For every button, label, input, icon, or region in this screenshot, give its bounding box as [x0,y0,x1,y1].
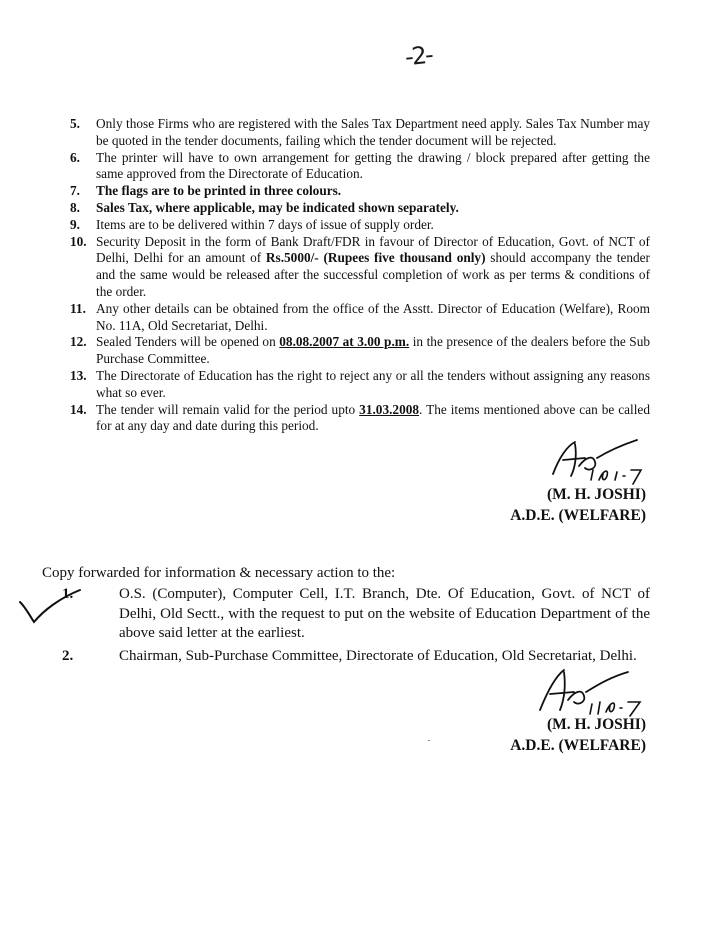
signature-block [510,484,646,526]
handwritten-signature [545,436,655,488]
term-text [96,234,650,301]
term-text: Only those Firms who are registered with the Sales Tax Department need apply. Sales Tax Number may be quoted in the tender documents, failing which the tender document will be rejected. [96,116,650,148]
term-text [96,402,650,436]
term-text-part: . The items mentioned above can be called for at any day and date during this period. [96,401,650,434]
term-text: The printer will have to own arrangement for getting the drawing / block prepared after getting the same approved from the Directorate of Education. [96,149,650,182]
opening-date: 08.08.2007 at 3.00 p.m. [279,334,410,350]
term-text-part: Security Deposit in the form of Bank Draft/FDR in favour of Director of Education, Govt. of NCT of Delhi, Delhi for an amount of [96,233,650,266]
term-item [70,402,650,436]
copy-item [62,585,650,644]
term-text-part: in the presence of the dealers before the Sub Purchase Committee. [96,334,650,367]
copy-item-text: Chairman, Sub-Purchase Committee, Directorate of Education, Old Secretariat, Delhi. [119,647,637,664]
term-item [70,301,650,335]
term-item [70,368,650,402]
term-text-part: The tender will remain valid for the period upto [96,401,360,417]
term-number: 9. [70,216,80,232]
page-number: -2- [403,40,433,72]
term-text-part: should accompany the tender and the same would be released after the successful completion of work as per terms & conditions of the order. [96,250,650,299]
signatory-name: (M. H. JOSHI) [546,716,646,733]
validity-date: 31.03.2008 [359,401,420,417]
term-item [70,217,650,234]
signatory-designation: A.D.E. (WELFARE) [510,737,646,754]
signature-block [510,714,646,756]
term-number: 7. [70,183,80,199]
term-number: 5. [70,116,80,131]
term-number: 8. [70,199,80,215]
copy-item-text: O.S. (Computer), Computer Cell, I.T. Branch, Dte. Of Education, Govt. of NCT of Delhi, Old Sectt., with the request to put on the website of Education Department of the above said letter at the earliest. [119,586,650,641]
term-number: 11. [70,300,86,316]
term-text-part: Sealed Tenders will be opened on [96,334,280,350]
terms-list [70,116,650,435]
term-item [70,116,650,150]
copy-item [62,647,650,667]
signatory-name: (M. H. JOSHI) [546,486,646,503]
term-text: The Directorate of Education has the right to reject any or all the tenders without assigning any reasons what so ever. [96,367,650,400]
term-number: 6. [70,149,80,165]
term-number: 14. [70,401,87,417]
term-item [70,234,650,301]
copy-item-number: 1. [62,586,74,602]
copy-forwarded-intro: Copy forwarded for information & necessary action to the: [42,565,396,581]
signatory-designation: A.D.E. (WELFARE) [510,507,646,524]
term-text: The flags are to be printed in three colours. [96,183,342,199]
term-text: Items are to be delivered within 7 days of issue of supply order. [96,216,434,232]
copy-item-number: 2. [62,647,74,664]
term-number: 12. [70,334,87,350]
term-text [96,334,650,368]
copy-forwarded-list [62,585,650,669]
term-item [70,334,650,368]
term-item [70,183,650,200]
scan-artifact [428,740,430,741]
term-text: Any other details can be obtained from the office of the Asstt. Director of Education (Welfare), Room No. 11A, Old Secretariat, Delhi. [96,300,650,333]
handwritten-signature [532,666,652,720]
term-number: 10. [70,233,87,249]
security-deposit-amount: Rs.5000/- (Rupees five thousand only) [265,250,486,266]
term-item [70,200,650,217]
term-text: Sales Tax, where applicable, may be indicated shown separately. [96,199,459,215]
term-number: 13. [70,367,87,383]
term-item [70,150,650,184]
